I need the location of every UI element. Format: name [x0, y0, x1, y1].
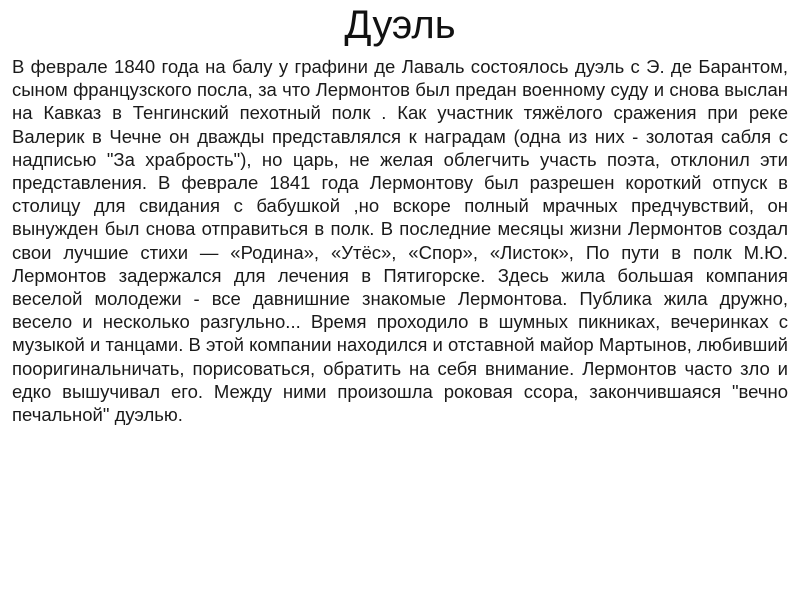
- slide-body-text: В феврале 1840 года на балу у графини де Лаваль состоялось дуэль с Э. де Барантом, сыном французского посла, за что Лермонтов был предан военному суду и снова выслан на Кавказ в Тенгинский пехотный полк . Как участник тяжёлого сражения при реке Валерик в Чечне он дважды представлялся к наградам (одна из них - золотая сабля с надписью "За храбрость"), но царь, не желая облегчить участь поэта, отклонил эти представления. В феврале 1841 года Лермонтову был разрешен короткий отпуск в столицу для свидания с бабушкой ,но вскоре полный мрачных предчувствий, он вынужден был снова отправиться в полк. В последние месяцы жизни Лермонтов создал свои лучшие стихи — «Родина», «Утёс», «Спор», «Листок», По пути в полк М.Ю. Лермонтов задержался для лечения в Пятигорске. Здесь жила большая компания веселой молодежи - все давнишние знакомые Лермонтова. Публика жила дружно, весело и несколько разгульно... Время проходило в шумных пикниках, вечеринках с музыкой и танцами. В этой компании находился и отставной майор Мартынов, любивший пооригинальничать, порисоваться, обратить на себя внимание. Лермонтов часто зло и едко вышучивал его. Между ними произошла роковая ссора, закончившаяся "вечно печальной" дуэлью.: [12, 56, 788, 426]
- slide-title: Дуэль: [344, 3, 456, 47]
